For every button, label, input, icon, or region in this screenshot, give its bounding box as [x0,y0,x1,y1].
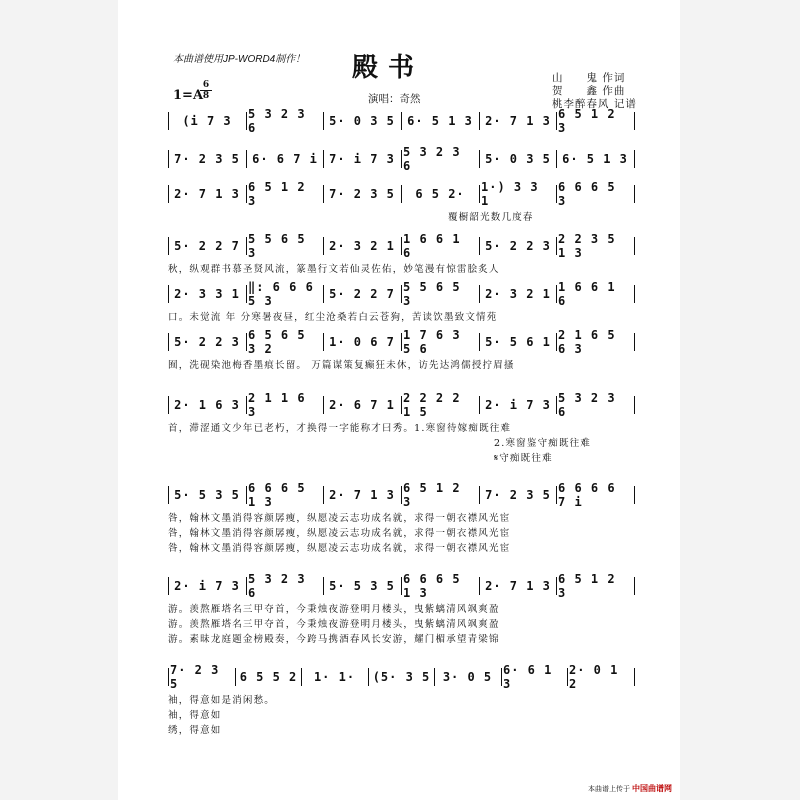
lyric-line: 𝄋守痴既往难 [494,453,553,464]
measure: 5· 0 3 5 [329,114,395,128]
measure: 5· 2 2 3 [174,335,240,349]
barline [567,668,568,686]
barline [479,396,480,414]
measure: 2· 7 1 3 [329,488,395,502]
barline [401,237,402,255]
barline [323,486,324,504]
barline [634,185,635,203]
barline [479,150,480,168]
measure: 2 2 2 2 1 5 [403,391,461,419]
measure: 5· 5 6 1 [485,335,551,349]
measure: 5 5 6 5 3 [248,232,306,260]
measure: 6 5 1 2 3 [558,107,616,135]
barline [479,185,480,203]
barline [401,577,402,595]
measure: 2· 3 2 1 [329,239,395,253]
barline [556,185,557,203]
measure: 6· 6 7 i [252,152,318,166]
barline [246,237,247,255]
barline [479,285,480,303]
measure: 2 2 3 5 1 3 [558,232,616,260]
measure: 7· 2 3 5 [170,663,220,691]
lyric-line: 游。羡熬雁塔名三甲夺首，今秉烛夜游登明月楼头，曳紫螭清风飒爽盈 [168,619,500,630]
key-signature: 1=A [173,88,204,103]
score-line [168,481,634,509]
barline [634,150,635,168]
measure: 1 6 6 1 6 [403,232,461,260]
measure: 6 5 1 2 3 [403,481,461,509]
measure: 6 6 6 6 7 i [558,481,616,509]
measure: 6 6 6 5 1 3 [248,481,306,509]
barline [168,185,169,203]
barline [556,396,557,414]
lyric-line: 覆橱韶光数几度春 [448,212,534,223]
composer-credit: 贺 鑫 作曲 [552,85,626,97]
score-line [168,107,634,135]
lyric-line: 口。未觉流 年 分寒暑夜昼，红尘沧桑若白云苍狗，苦读饮墨致文情苑 [168,312,498,323]
measure: 7· 2 3 5 [329,187,395,201]
measure: 7· 2 3 5 [174,152,240,166]
measure: 2· i 7 3 [174,579,240,593]
time-denominator: 8 [200,90,212,101]
barline [246,285,247,303]
barline [168,285,169,303]
lyric-line: 首，滞涩通文少年已老朽，才换得一字能称才曰秀。1.寒窗待嫁痴既往难 [168,423,512,434]
measure: 6 6 6 5 1 3 [403,572,461,600]
measure: 6 6 6 5 3 [558,180,616,208]
barline [556,237,557,255]
barline [556,577,557,595]
measure: 5· 2 2 3 [485,239,551,253]
measure: 3· 0 5 [442,670,493,684]
score-line [168,145,634,173]
measure: 5 3 2 3 6 [403,145,461,173]
measure: (i 7 3 [182,114,232,128]
measure: 1· 1· [313,670,356,684]
score-line [168,328,634,356]
barline [634,333,635,351]
measure: 2· 7 1 3 [174,187,240,201]
lyric-line: 袖，得意如 [168,710,222,721]
score-sheet [118,0,680,800]
measure: 5 3 2 3 6 [248,107,306,135]
barline [246,577,247,595]
barline [479,237,480,255]
barline [323,285,324,303]
software-note: 本曲谱使用JP-WORD4制作！ [173,54,306,65]
measure: ‖: 6 6 6 5 3 [248,280,314,308]
measure: 5· 0 3 5 [485,152,551,166]
barline [634,396,635,414]
lyric-line: 秋，纵观群书慕圣贤风流，篆墨行文若仙灵佐佑，妙笔漫有惊雷脍炙人 [168,264,500,275]
lyric-line: 咎，翰林文墨消得容颜孱瘦，纵愿凌云志功成名就，求得一朝衣襟风光宦 [168,543,511,554]
barline [246,486,247,504]
measure: 6· 6 1 3 [503,663,553,691]
measure: 5 5 6 5 3 [403,280,461,308]
barline [556,486,557,504]
measure: 6 5 5 2 [239,670,298,684]
measure: 2· 1 6 3 [174,398,240,412]
measure: 5 3 2 3 6 [558,391,616,419]
barline [556,333,557,351]
barline [634,285,635,303]
barline [323,185,324,203]
lyric-line: 游。素昧龙庭题金榜殿奏，今跨马携酒春风长安游，耀门楣承望青梁锦 [168,634,500,645]
barline [168,486,169,504]
lyric-line: 袖，得意如是消闲愁。 [168,695,276,706]
barline [168,396,169,414]
measure: 2 1 6 5 6 3 [558,328,616,356]
barline [323,333,324,351]
measure: 2 1 1 6 3 [248,391,306,419]
barline [634,237,635,255]
lyric-line: 2.寒窗鉴守痴既往难 [494,438,592,449]
measure: 1·) 3 3 1 [481,180,539,208]
barline [168,577,169,595]
measure: 5· 2 2 7 [329,287,395,301]
lyric-line: 咎，翰林文墨消得容颜孱瘦，纵愿凌云志功成名就，求得一朝衣襟风光宦 [168,513,511,524]
measure: 5· 2 2 7 [174,239,240,253]
barline [246,150,247,168]
score-line [168,280,634,308]
barline [479,486,480,504]
barline [168,150,169,168]
barline [368,668,369,686]
barline [301,668,302,686]
barline [556,112,557,130]
barline [401,486,402,504]
barline [168,237,169,255]
barline [401,396,402,414]
barline [168,112,169,130]
barline [168,668,169,686]
measure: 2· 6 7 1 [329,398,395,412]
measure: 1 6 6 1 6 [558,280,616,308]
barline [323,577,324,595]
barline [323,396,324,414]
measure: 6 5 1 2 3 [558,572,616,600]
measure: 2· i 7 3 [485,398,551,412]
barline [401,185,402,203]
measure: 7· i 7 3 [329,152,395,166]
measure: 5· 5 3 5 [329,579,395,593]
barline [434,668,435,686]
lyric-line: 绣，得意如 [168,725,222,736]
measure: 2· 3 3 1 [174,287,240,301]
lyricist-credit: 山 鬼 作词 [552,72,626,84]
barline [501,668,502,686]
barline [323,112,324,130]
barline [479,112,480,130]
song-title: 殿书 [352,53,425,83]
measure: 1 7 6 3 5 6 [403,328,461,356]
barline [401,333,402,351]
time-numerator: 6 [202,80,210,90]
barline [401,285,402,303]
measure: 2· 3 2 1 [485,287,551,301]
measure: 6 5 1 2 3 [248,180,306,208]
barline [235,668,236,686]
barline [634,577,635,595]
measure: 1· 0 6 7 [329,335,395,349]
barline [634,486,635,504]
barline [168,333,169,351]
barline [479,333,480,351]
singer: 演唱：奇然 [368,93,421,105]
measure: 2· 0 1 2 [569,663,619,691]
barline [401,112,402,130]
measure: 2· 7 1 3 [485,114,551,128]
measure: 6· 5 1 3 [562,152,628,166]
site-logo: 中国曲谱网 [632,784,672,793]
score-line [168,572,634,600]
lyric-line: 游。羡熬雁塔名三甲夺首，今秉烛夜游登明月楼头，曳紫螭清风飒爽盈 [168,604,500,615]
measure: 6 5 2· [415,187,465,201]
barline [323,237,324,255]
barline [556,150,557,168]
barline [479,577,480,595]
measure: 5 3 2 3 6 [248,572,306,600]
barline [323,150,324,168]
measure: (5· 3 5 [372,670,431,684]
measure: 2· 7 1 3 [485,579,551,593]
upload-note: 本曲谱上传于 [588,786,631,793]
barline [556,285,557,303]
score-line [168,391,634,419]
score-line [168,663,634,691]
barline [401,150,402,168]
time-signature [200,80,212,101]
footer [588,783,672,794]
transcriber-credit: 桃李醉春风 记谱 [552,98,637,110]
measure: 5· 5 3 5 [174,488,240,502]
barline [246,396,247,414]
score-line [168,232,634,260]
barline [634,112,635,130]
measure: 6· 5 1 3 [407,114,473,128]
lyric-line: 囿，洗砚染池梅香墨痕长留。 万篇谋策复癫狂未休，访先达鸿儒授拧眉搔 [168,360,515,371]
barline [634,668,635,686]
score-line [168,180,634,208]
barline [246,333,247,351]
measure: 6 5 6 5 3 2 [248,328,306,356]
barline [246,185,247,203]
barline [246,112,247,130]
measure: 7· 2 3 5 [485,488,551,502]
lyric-line: 咎，翰林文墨消得容颜孱瘦，纵愿凌云志功成名就，求得一朝衣襟风光宦 [168,528,511,539]
